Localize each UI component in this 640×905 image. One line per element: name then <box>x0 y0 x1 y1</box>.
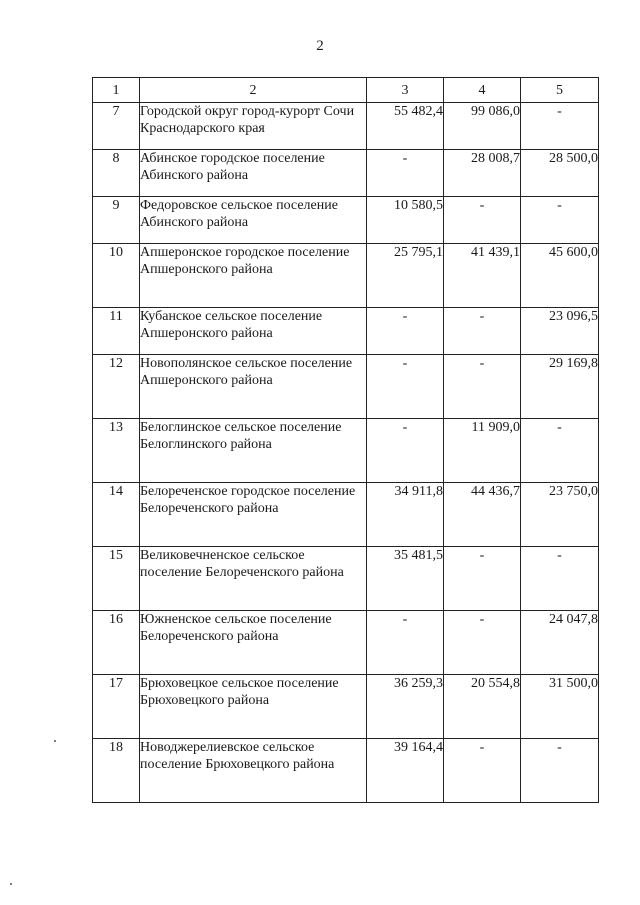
column-header-5: 5 <box>521 78 599 103</box>
value-col-5: - <box>521 739 599 803</box>
table-row <box>93 197 599 244</box>
table-row <box>93 308 599 355</box>
table-row <box>93 150 599 197</box>
value-col-3: 39 164,4 <box>367 739 444 803</box>
value-col-4: 41 439,1 <box>444 244 521 308</box>
table-row <box>93 244 599 308</box>
value-col-4: - <box>444 308 521 355</box>
table-row <box>93 419 599 483</box>
row-number: 9 <box>93 197 140 244</box>
municipality-name: Брюховецкое сельское поселение Брюховецкого района <box>140 675 367 739</box>
municipality-name: Новоджерелиевское сельское поселение Брюховецкого района <box>140 739 367 803</box>
row-number: 15 <box>93 547 140 611</box>
value-col-3: - <box>367 150 444 197</box>
table-header-row <box>93 78 599 103</box>
table-row <box>93 103 599 150</box>
row-number: 8 <box>93 150 140 197</box>
row-number: 14 <box>93 483 140 547</box>
column-header-4: 4 <box>444 78 521 103</box>
row-number: 11 <box>93 308 140 355</box>
table-row <box>93 675 599 739</box>
value-col-4: - <box>444 739 521 803</box>
row-number: 17 <box>93 675 140 739</box>
value-col-5: 24 047,8 <box>521 611 599 675</box>
table-row <box>93 547 599 611</box>
value-col-4: 28 008,7 <box>444 150 521 197</box>
value-col-3: 10 580,5 <box>367 197 444 244</box>
value-col-5: - <box>521 197 599 244</box>
value-col-5: 29 169,8 <box>521 355 599 419</box>
value-col-3: 34 911,8 <box>367 483 444 547</box>
row-number: 16 <box>93 611 140 675</box>
value-col-4: 44 436,7 <box>444 483 521 547</box>
column-header-2: 2 <box>140 78 367 103</box>
value-col-3: - <box>367 611 444 675</box>
page-number: 2 <box>316 38 324 54</box>
value-col-4: 20 554,8 <box>444 675 521 739</box>
table-row <box>93 611 599 675</box>
municipality-name: Кубанское сельское поселение Апшеронского района <box>140 308 367 355</box>
column-header-1: 1 <box>93 78 140 103</box>
value-col-4: 11 909,0 <box>444 419 521 483</box>
table-row <box>93 483 599 547</box>
value-col-5: - <box>521 419 599 483</box>
value-col-5: 28 500,0 <box>521 150 599 197</box>
budget-table <box>92 77 599 803</box>
value-col-4: - <box>444 547 521 611</box>
value-col-5: - <box>521 103 599 150</box>
value-col-5: 23 096,5 <box>521 308 599 355</box>
value-col-4: - <box>444 611 521 675</box>
value-col-4: 99 086,0 <box>444 103 521 150</box>
value-col-3: 35 481,5 <box>367 547 444 611</box>
value-col-5: - <box>521 547 599 611</box>
municipality-name: Южненское сельское поселение Белореченского района <box>140 611 367 675</box>
row-number: 13 <box>93 419 140 483</box>
municipality-name: Белоглинское сельское поселение Белоглинского района <box>140 419 367 483</box>
value-col-5: 23 750,0 <box>521 483 599 547</box>
municipality-name: Федоровское сельское поселение Абинского района <box>140 197 367 244</box>
value-col-3: 25 795,1 <box>367 244 444 308</box>
column-header-3: 3 <box>367 78 444 103</box>
municipality-name: Апшеронское городское поселение Апшеронского района <box>140 244 367 308</box>
value-col-3: - <box>367 419 444 483</box>
value-col-3: - <box>367 308 444 355</box>
row-number: 10 <box>93 244 140 308</box>
table-row <box>93 739 599 803</box>
value-col-4: - <box>444 355 521 419</box>
scan-speck <box>54 740 56 742</box>
row-number: 18 <box>93 739 140 803</box>
value-col-4: - <box>444 197 521 244</box>
table-body <box>93 103 599 803</box>
value-col-3: 55 482,4 <box>367 103 444 150</box>
value-col-3: - <box>367 355 444 419</box>
value-col-3: 36 259,3 <box>367 675 444 739</box>
municipality-name: Новополянское сельское поселение Апшеронского района <box>140 355 367 419</box>
value-col-5: 31 500,0 <box>521 675 599 739</box>
scan-speck <box>10 883 12 885</box>
table-row <box>93 355 599 419</box>
row-number: 12 <box>93 355 140 419</box>
row-number: 7 <box>93 103 140 150</box>
value-col-5: 45 600,0 <box>521 244 599 308</box>
municipality-name: Белореченское городское поселение Белореченского района <box>140 483 367 547</box>
municipality-name: Городской округ город-курорт Сочи Краснодарского края <box>140 103 367 150</box>
municipality-name: Абинское городское поселение Абинского района <box>140 150 367 197</box>
municipality-name: Великовечненское сельское поселение Белореченского района <box>140 547 367 611</box>
